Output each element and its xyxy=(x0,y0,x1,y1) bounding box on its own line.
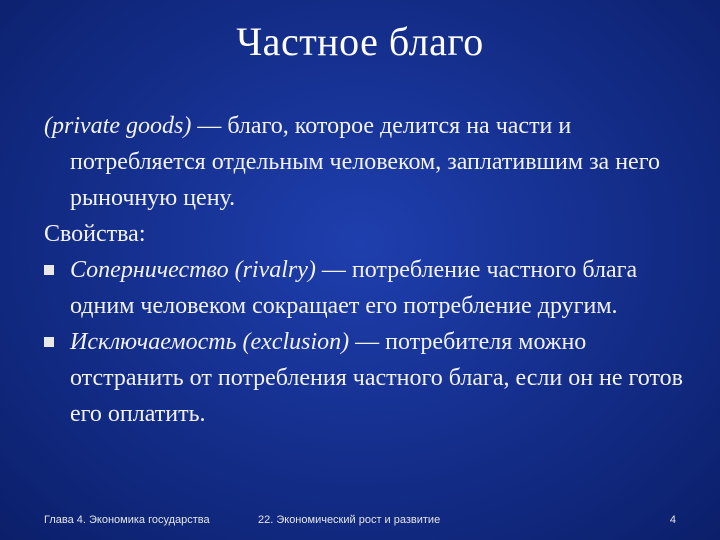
list-item xyxy=(44,324,684,432)
slide-title: Частное благо xyxy=(236,19,484,64)
definition-text: — благо, которое делится на части и потребляется отдельным человеком, заплатившим за него рыночную цену. xyxy=(70,113,660,211)
footer-chapter: Глава 4. Экономика государства xyxy=(44,514,210,526)
properties-label: Свойства: xyxy=(44,221,146,247)
bullet-square-icon xyxy=(44,337,54,347)
bullet-text: — потребителя можно отстранить от потребления частного блага, если он не готов его оплатить. xyxy=(70,329,683,427)
definition-term: (private goods) xyxy=(44,113,192,139)
bullet-square-icon xyxy=(44,265,54,275)
footer-section: 22. Экономический рост и развитие xyxy=(258,514,441,526)
definition-paragraph xyxy=(44,108,684,216)
bullet-text: — потребление частного блага одним человеком сокращает его потребление другим. xyxy=(70,257,638,319)
page-number: 4 xyxy=(669,514,676,526)
list-item xyxy=(44,252,684,324)
slide-content xyxy=(44,108,684,432)
bullet-term: Исключаемость (exclusion) xyxy=(70,329,350,355)
bullet-term: Соперничество (rivalry) xyxy=(70,257,316,283)
